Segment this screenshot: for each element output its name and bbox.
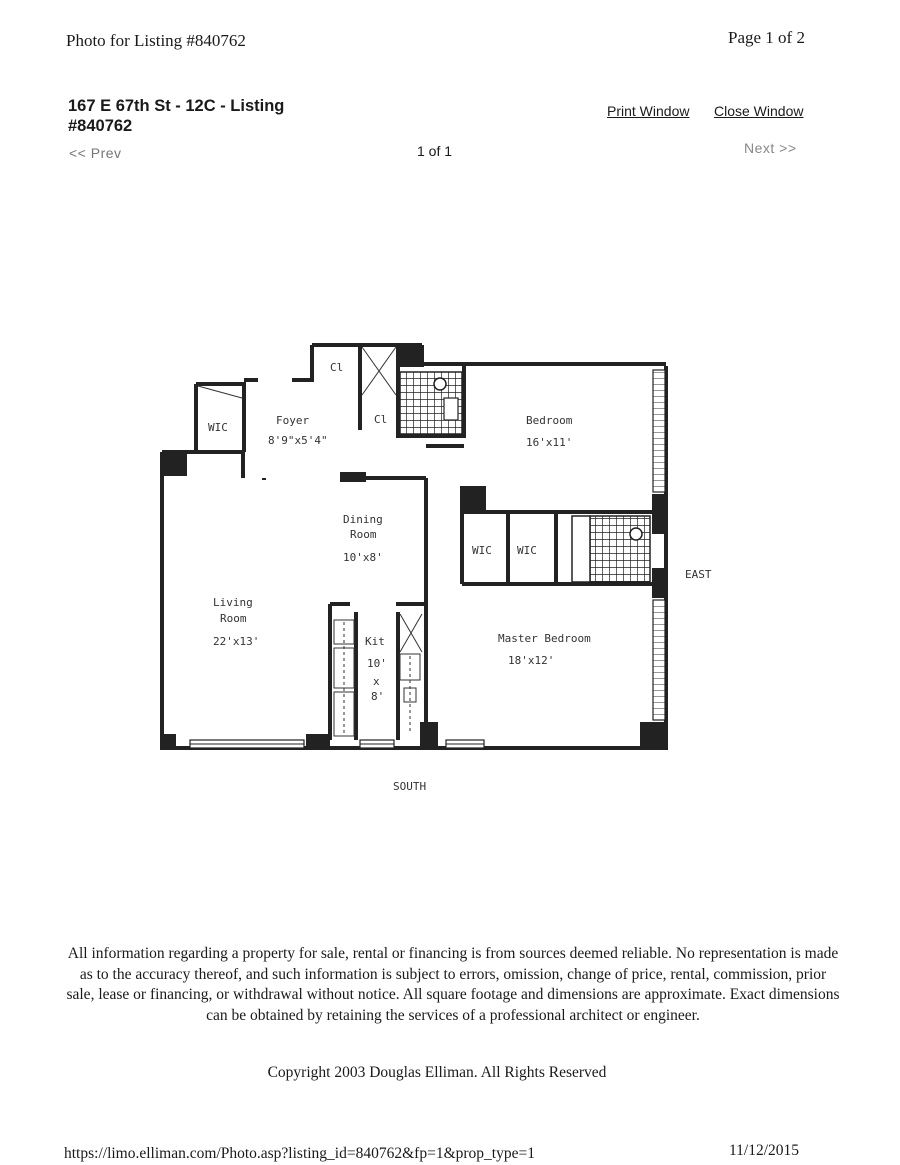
room-label-living-2: Room	[220, 612, 247, 625]
next-link[interactable]: Next >>	[744, 140, 797, 156]
compass-east: EAST	[685, 568, 712, 581]
room-label-foyer: Foyer	[276, 414, 310, 427]
page-number: Page 1 of 2	[728, 28, 805, 47]
room-label-dining-1: Dining	[343, 513, 383, 526]
room-label-dining-2: Room	[350, 528, 377, 541]
print-footer-url: https://limo.elliman.com/Photo.asp?listing_id=840762&fp=1&prop_type=1	[64, 1145, 535, 1162]
copyright-text: Copyright 2003 Douglas Elliman. All Rights Reserved	[267, 1064, 607, 1081]
listing-title: 167 E 67th St - 12C - Listing #840762	[68, 97, 285, 135]
floor-plan-image	[150, 335, 730, 805]
room-size-kitchen-1: 10'	[367, 657, 387, 670]
print-footer-date: 11/12/2015	[729, 1142, 800, 1159]
room-size-master-bedroom: 18'x12'	[508, 654, 555, 667]
room-size-dining: 10'x8'	[343, 551, 383, 564]
room-label-master-bedroom: Master Bedroom	[498, 632, 591, 645]
room-size-kitchen-2: x	[373, 675, 380, 688]
room-size-living: 22'x13'	[213, 635, 260, 648]
room-label-bedroom: Bedroom	[526, 414, 573, 427]
room-size-bedroom: 16'x11'	[526, 436, 573, 449]
room-size-kitchen-3: 8'	[371, 690, 385, 703]
room-label-living-1: Living	[213, 596, 253, 609]
disclaimer-text: All information regarding a property for sale, rental or financing is from sources deemed reliable. No representation is made as to the accuracy thereof, and such information is subject to errors, omission, change of price, rental, commission, prior sale, lease or financing, or withdrawal without notice. All square footage and dimensions are approximate. Exact dimensions can be obtained by retaining the services of a professional architect or engineer.	[66, 945, 840, 1024]
room-label-wic-left: WIC	[208, 421, 228, 434]
room-label-kitchen: Kit	[365, 635, 385, 648]
room-label-wic-mid-1: WIC	[472, 544, 492, 557]
print-window-link[interactable]: Print Window	[607, 103, 690, 119]
room-size-foyer: 8'9"x5'4"	[268, 434, 328, 447]
compass-south: SOUTH	[393, 780, 427, 793]
photo-counter: 1 of 1	[417, 143, 453, 159]
room-label-wic-mid-2: WIC	[517, 544, 537, 557]
room-label-closet-foyer: Cl	[374, 413, 388, 426]
print-header-title: Photo for Listing #840762	[66, 31, 246, 50]
room-label-closet-top: Cl	[330, 361, 344, 374]
prev-link[interactable]: << Prev	[69, 145, 122, 161]
close-window-link[interactable]: Close Window	[714, 103, 804, 119]
